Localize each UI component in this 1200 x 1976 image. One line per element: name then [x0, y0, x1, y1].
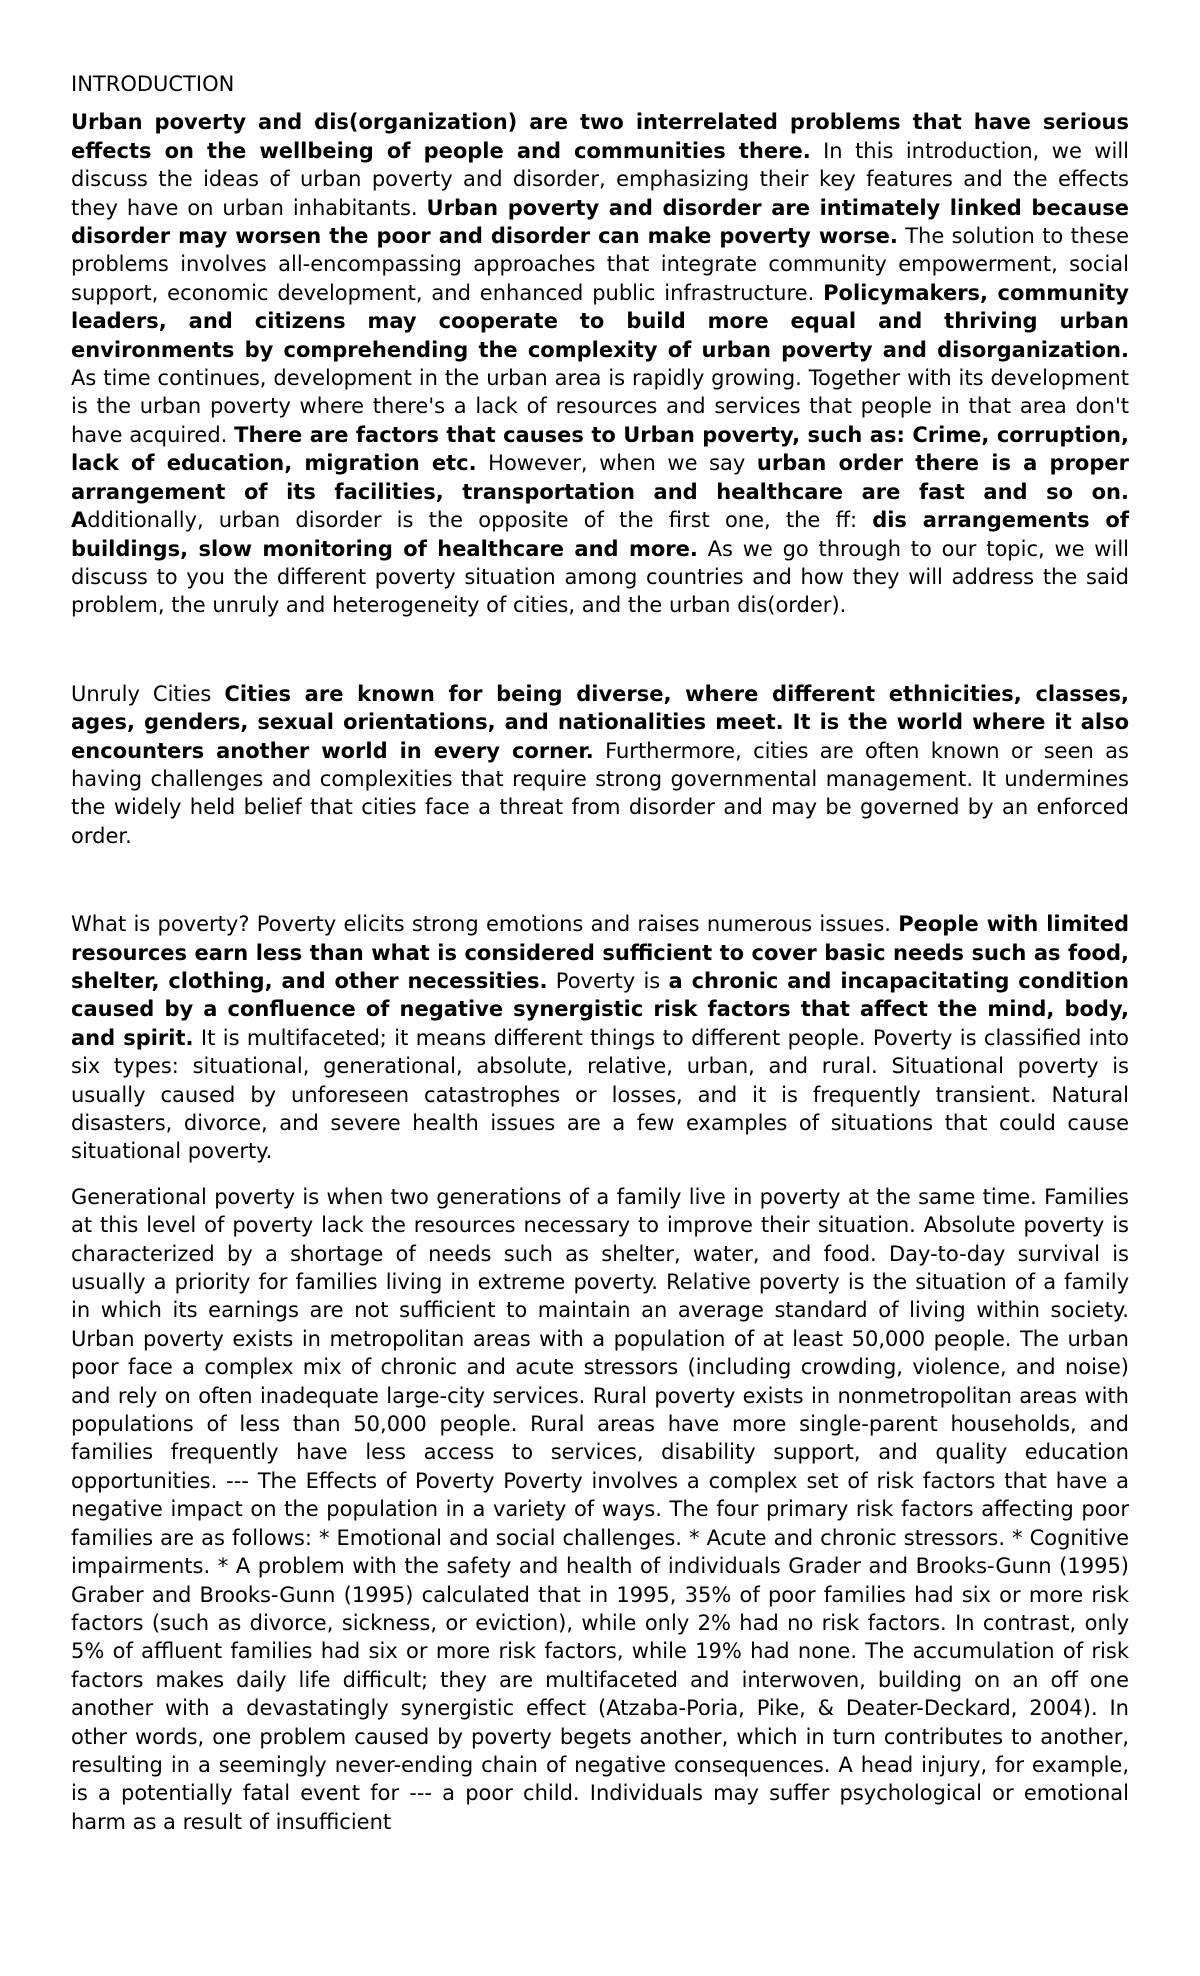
text-segment-bold: Urban poverty and dis(organization) are two interrelated problems that have serious effects on the wellbeing of people and communities there. [71, 110, 1129, 163]
text-segment-bold: a chronic and incapacitating condition caused by a confluence of negative synergistic risk factors that affect the mind, body, and spirit. [71, 968, 1129, 1050]
section-spacer [71, 850, 1129, 910]
text-segment: What is poverty? Poverty elicits strong emotions and raises numerous issues. [71, 912, 899, 937]
text-segment-bold: dis arrangements of buildings, slow monitoring of healthcare and more. [71, 508, 1129, 561]
text-segment-bold: Urban poverty and disorder are intimately linked because disorder may worsen the poor and disorder can make poverty worse. [71, 195, 1129, 249]
text-segment-bold: There are factors that causes to Urban poverty, such as: Crime, corruption, lack of education, migration etc. [71, 422, 1129, 476]
text-segment-bold: People with limited resources earn less than what is considered sufficient to cover basic needs such as food, shelter, clothing, and other necessities. [71, 912, 1129, 993]
text-segment: As we go through to our topic, we will discuss to you the different poverty situation among countries and how they will address the said problem, the unruly and heterogeneity of cities, and the urban dis(order). [71, 536, 1129, 618]
text-segment: It is multifaceted; it means different things to different people. Poverty is classified into six types: situational, generational, absolute, relative, urban, and rural. Situational poverty is usually caused by unforeseen catastrophes or losses, and it is frequently transient. Natural disasters, divorce, and severe health issues are a few examples of situations that could cause situational poverty. [71, 1025, 1129, 1164]
unruly-cities-label: Unruly Cities [71, 681, 225, 706]
paragraph-spacer [71, 1166, 1129, 1183]
text-segment-bold: urban order there is a proper arrangement of its facilities, transportation and healthcare are fast and so on. A [71, 451, 1129, 533]
text-segment: Poverty is [547, 968, 669, 993]
text-segment: As time continues, development in the urban area is rapidly growing. Together with its development is the urban poverty where there's a lack of resources and services that people in that area don't have acquired. [71, 366, 1129, 447]
introduction-paragraph [71, 108, 1129, 619]
unruly-cities-paragraph [71, 680, 1129, 850]
generational-poverty-paragraph: Generational poverty is when two generations of a family live in poverty at the same time. Families at this level of poverty lack the resources necessary to improve their situation. Absolute poverty is characterized by a shortage of needs such as shelter, water, and food. Day-to-day survival is usually a priority for families living in extreme poverty. Relative poverty is the situation of a family in which its earnings are not sufficient to maintain an average standard of living within society. Urban poverty exists in metropolitan areas with a population of at least 50,000 people. The urban poor face a complex mix of chronic and acute stressors (including crowding, violence, and noise) and rely on often inadequate large-city services. Rural poverty exists in nonmetropolitan areas with populations of less than 50,000 people. Rural areas have more single-parent households, and families frequently have less access to services, disability support, and quality education opportunities. --- The Effects of Poverty Poverty involves a complex set of risk factors that have a negative impact on the population in a variety of ways. The four primary risk factors affecting poor families are as follows: * Emotional and social challenges. * Acute and chronic stressors. * Cognitive impairments. * A problem with the safety and health of individuals Grader and Brooks-Gunn (1995) Graber and Brooks-Gunn (1995) calculated that in 1995, 35% of poor families had six or more risk factors (such as divorce, sickness, or eviction), while only 2% had no risk factors. In contrast, only 5% of affluent families had six or more risk factors, while 19% had none. The accumulation of risk factors makes daily life difficult; they are multifaceted and interwoven, building on an off one another with a devastatingly synergistic effect (Atzaba-Poria, Pike, & Deater-Deckard, 2004). In other words, one problem caused by poverty begets another, which in turn contributes to another, resulting in a seemingly never-ending chain of negative consequences. A head injury, for example, is a potentially fatal event for --- a poor child. Individuals may suffer psychological or emotional harm as a result of insufficient [71, 1184, 1129, 1834]
text-segment: However, when we say [476, 451, 757, 476]
text-segment: The solution to these problems involves all-encompassing approaches that integrate community empowerment, social support, economic development, and enhanced public infrastructure. [71, 224, 1129, 305]
text-segment: dditionally, urban disorder is the opposite of the first one, the ff: [87, 508, 873, 533]
introduction-heading: INTRODUCTION [71, 72, 235, 96]
section-spacer [71, 620, 1129, 680]
text-segment-bold: Policymakers, community leaders, and citizens may cooperate to build more equal and thriving urban environments by comprehending the complexity of urban poverty and disorganization. [71, 280, 1129, 362]
document-page [71, 70, 1129, 1836]
text-segment: In this introduction, we will discuss the ideas of urban poverty and disorder, emphasizing their key features and the effects they have on urban inhabitants. [71, 138, 1129, 220]
text-segment-bold: Cities are known for being diverse, where different ethnicities, classes, ages, genders, sexual orientations, and nationalities meet. It is the world where it also encounters another world in every corner. [71, 681, 1129, 763]
what-is-poverty-paragraph [71, 910, 1129, 1166]
text-segment: Furthermore, cities are often known or seen as having challenges and complexities that require strong governmental management. It undermines the widely held belief that cities face a threat from disorder and may be governed by an enforced order. [71, 738, 1129, 848]
